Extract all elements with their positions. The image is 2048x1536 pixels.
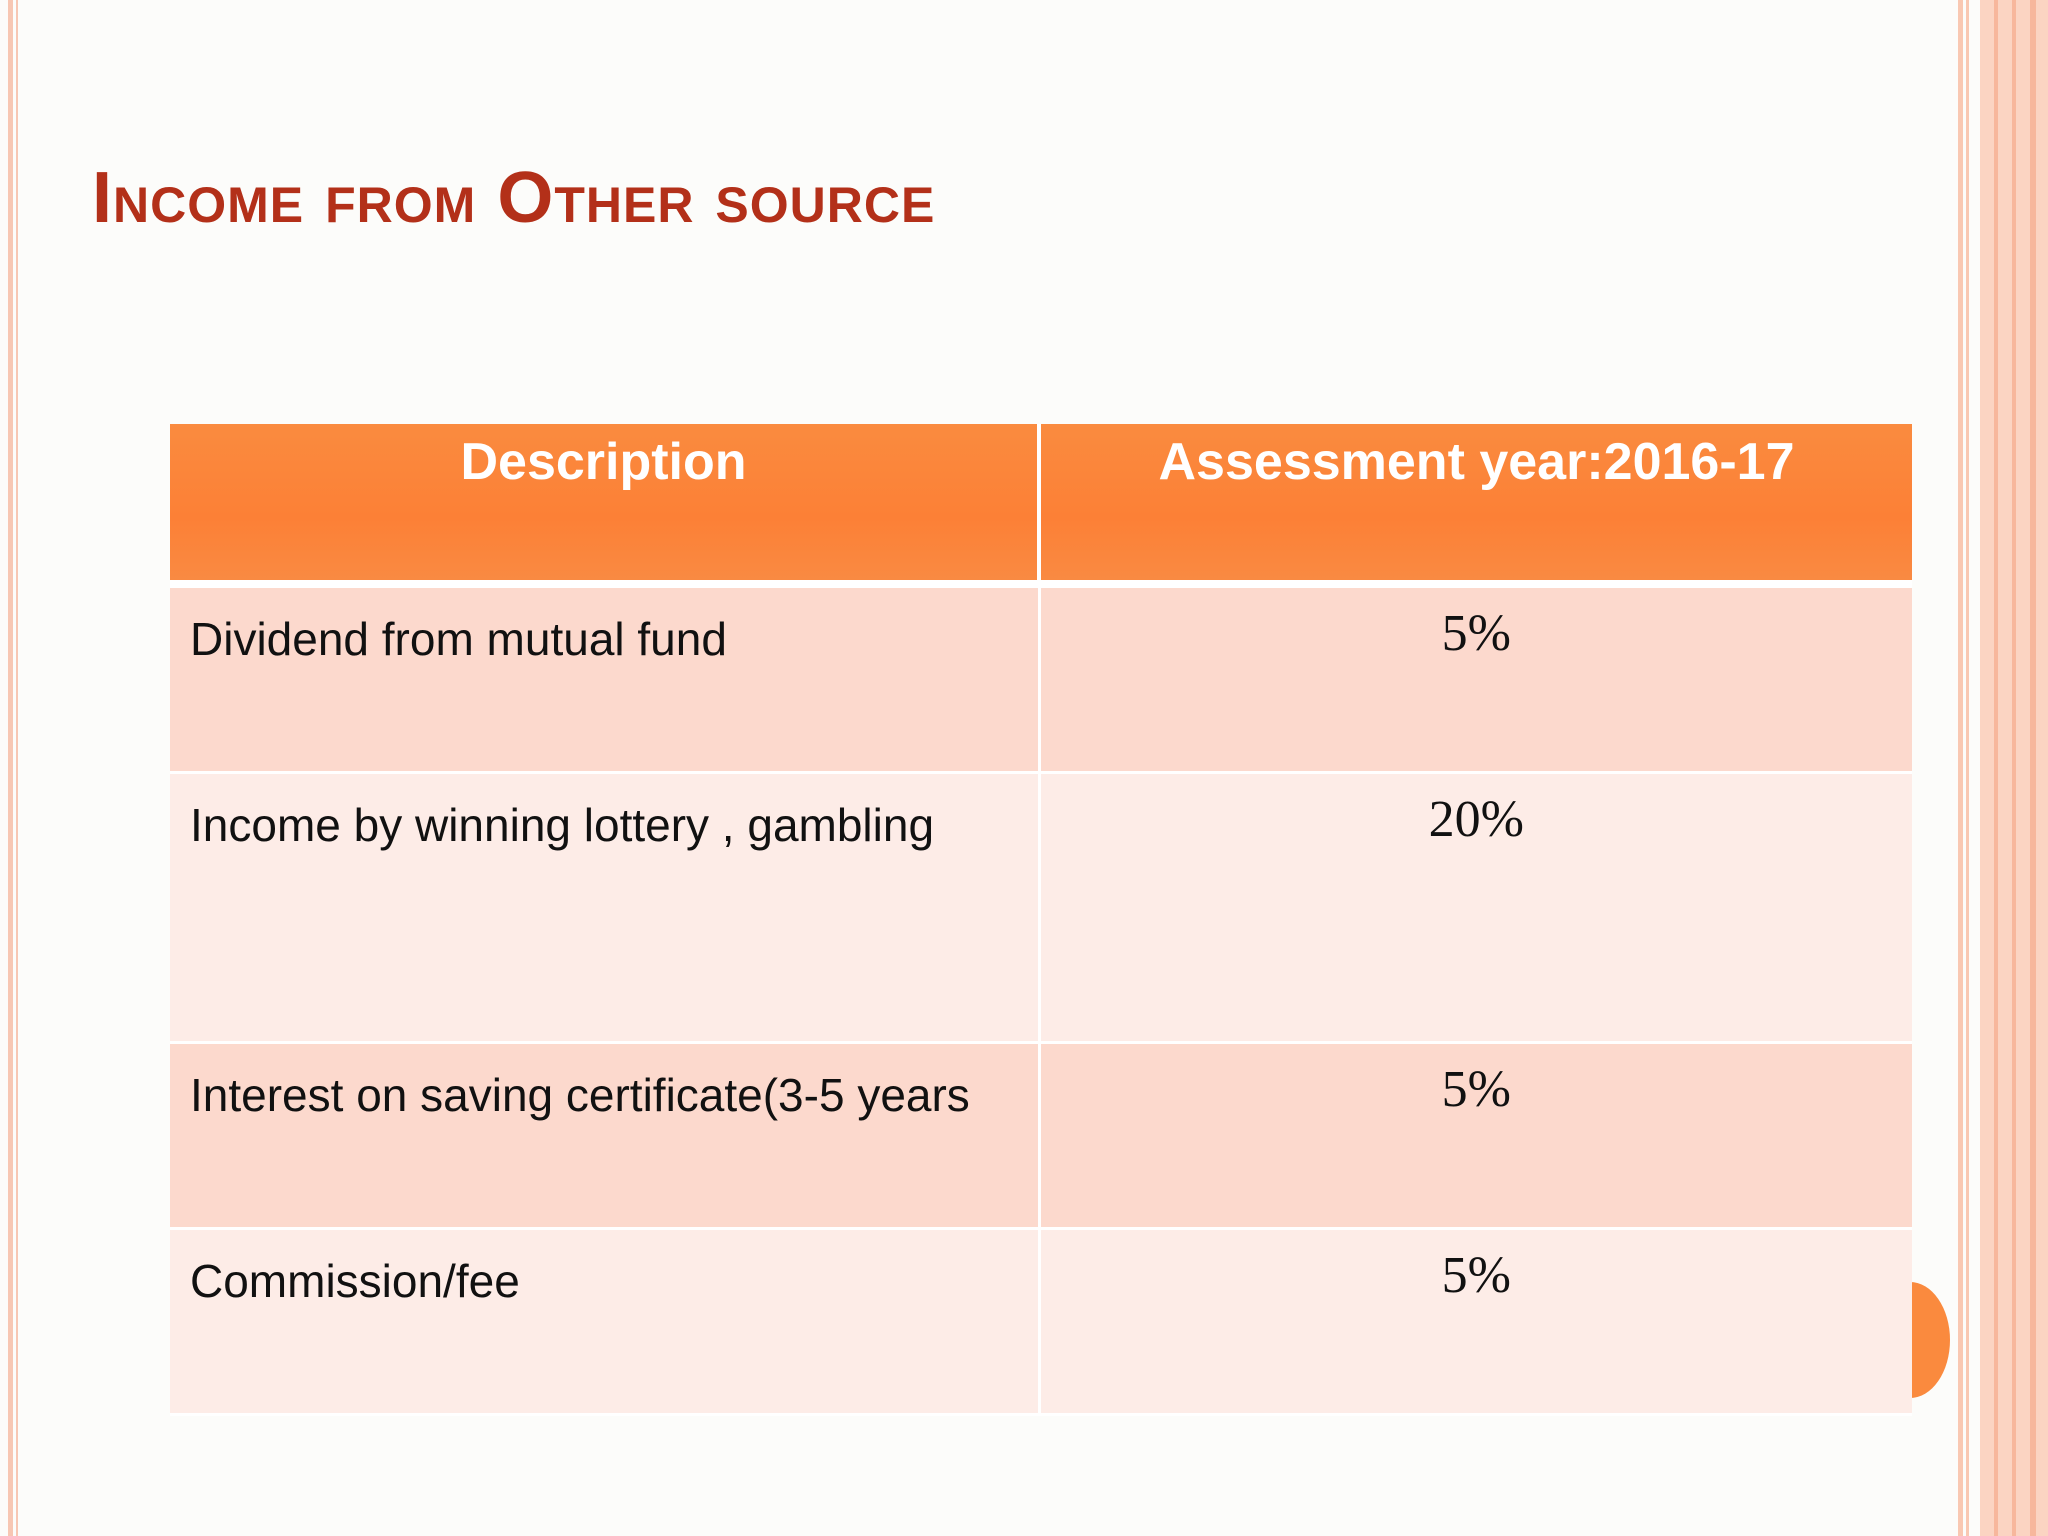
left-border-line (16, 0, 18, 1536)
table-row (170, 584, 1912, 772)
row-description: Dividend from mutual fund (170, 584, 1039, 772)
row-rate: 5% (1039, 1228, 1912, 1414)
row-description: Interest on saving certificate(3-5 years (170, 1042, 1039, 1228)
table-header-row (170, 424, 1912, 584)
right-border-line (1966, 0, 1969, 1536)
table-row (170, 1042, 1912, 1228)
right-band-stripe (1994, 0, 1998, 1536)
income-tax-table (170, 424, 1912, 1416)
table-row (170, 1228, 1912, 1414)
header-assessment-year: Assessment year:2016-17 (1039, 424, 1912, 584)
right-band-stripe (2030, 0, 2036, 1536)
row-rate: 5% (1039, 1042, 1912, 1228)
row-description: Income by winning lottery , gambling (170, 772, 1039, 1042)
header-description: Description (170, 424, 1039, 584)
row-rate: 5% (1039, 584, 1912, 772)
slide-title: Income from Other source (92, 158, 936, 238)
row-rate: 20% (1039, 772, 1912, 1042)
right-band-stripe (2012, 0, 2016, 1536)
left-border-line (8, 0, 13, 1536)
right-border-line (1958, 0, 1963, 1536)
row-description: Commission/fee (170, 1228, 1039, 1414)
table-row (170, 772, 1912, 1042)
